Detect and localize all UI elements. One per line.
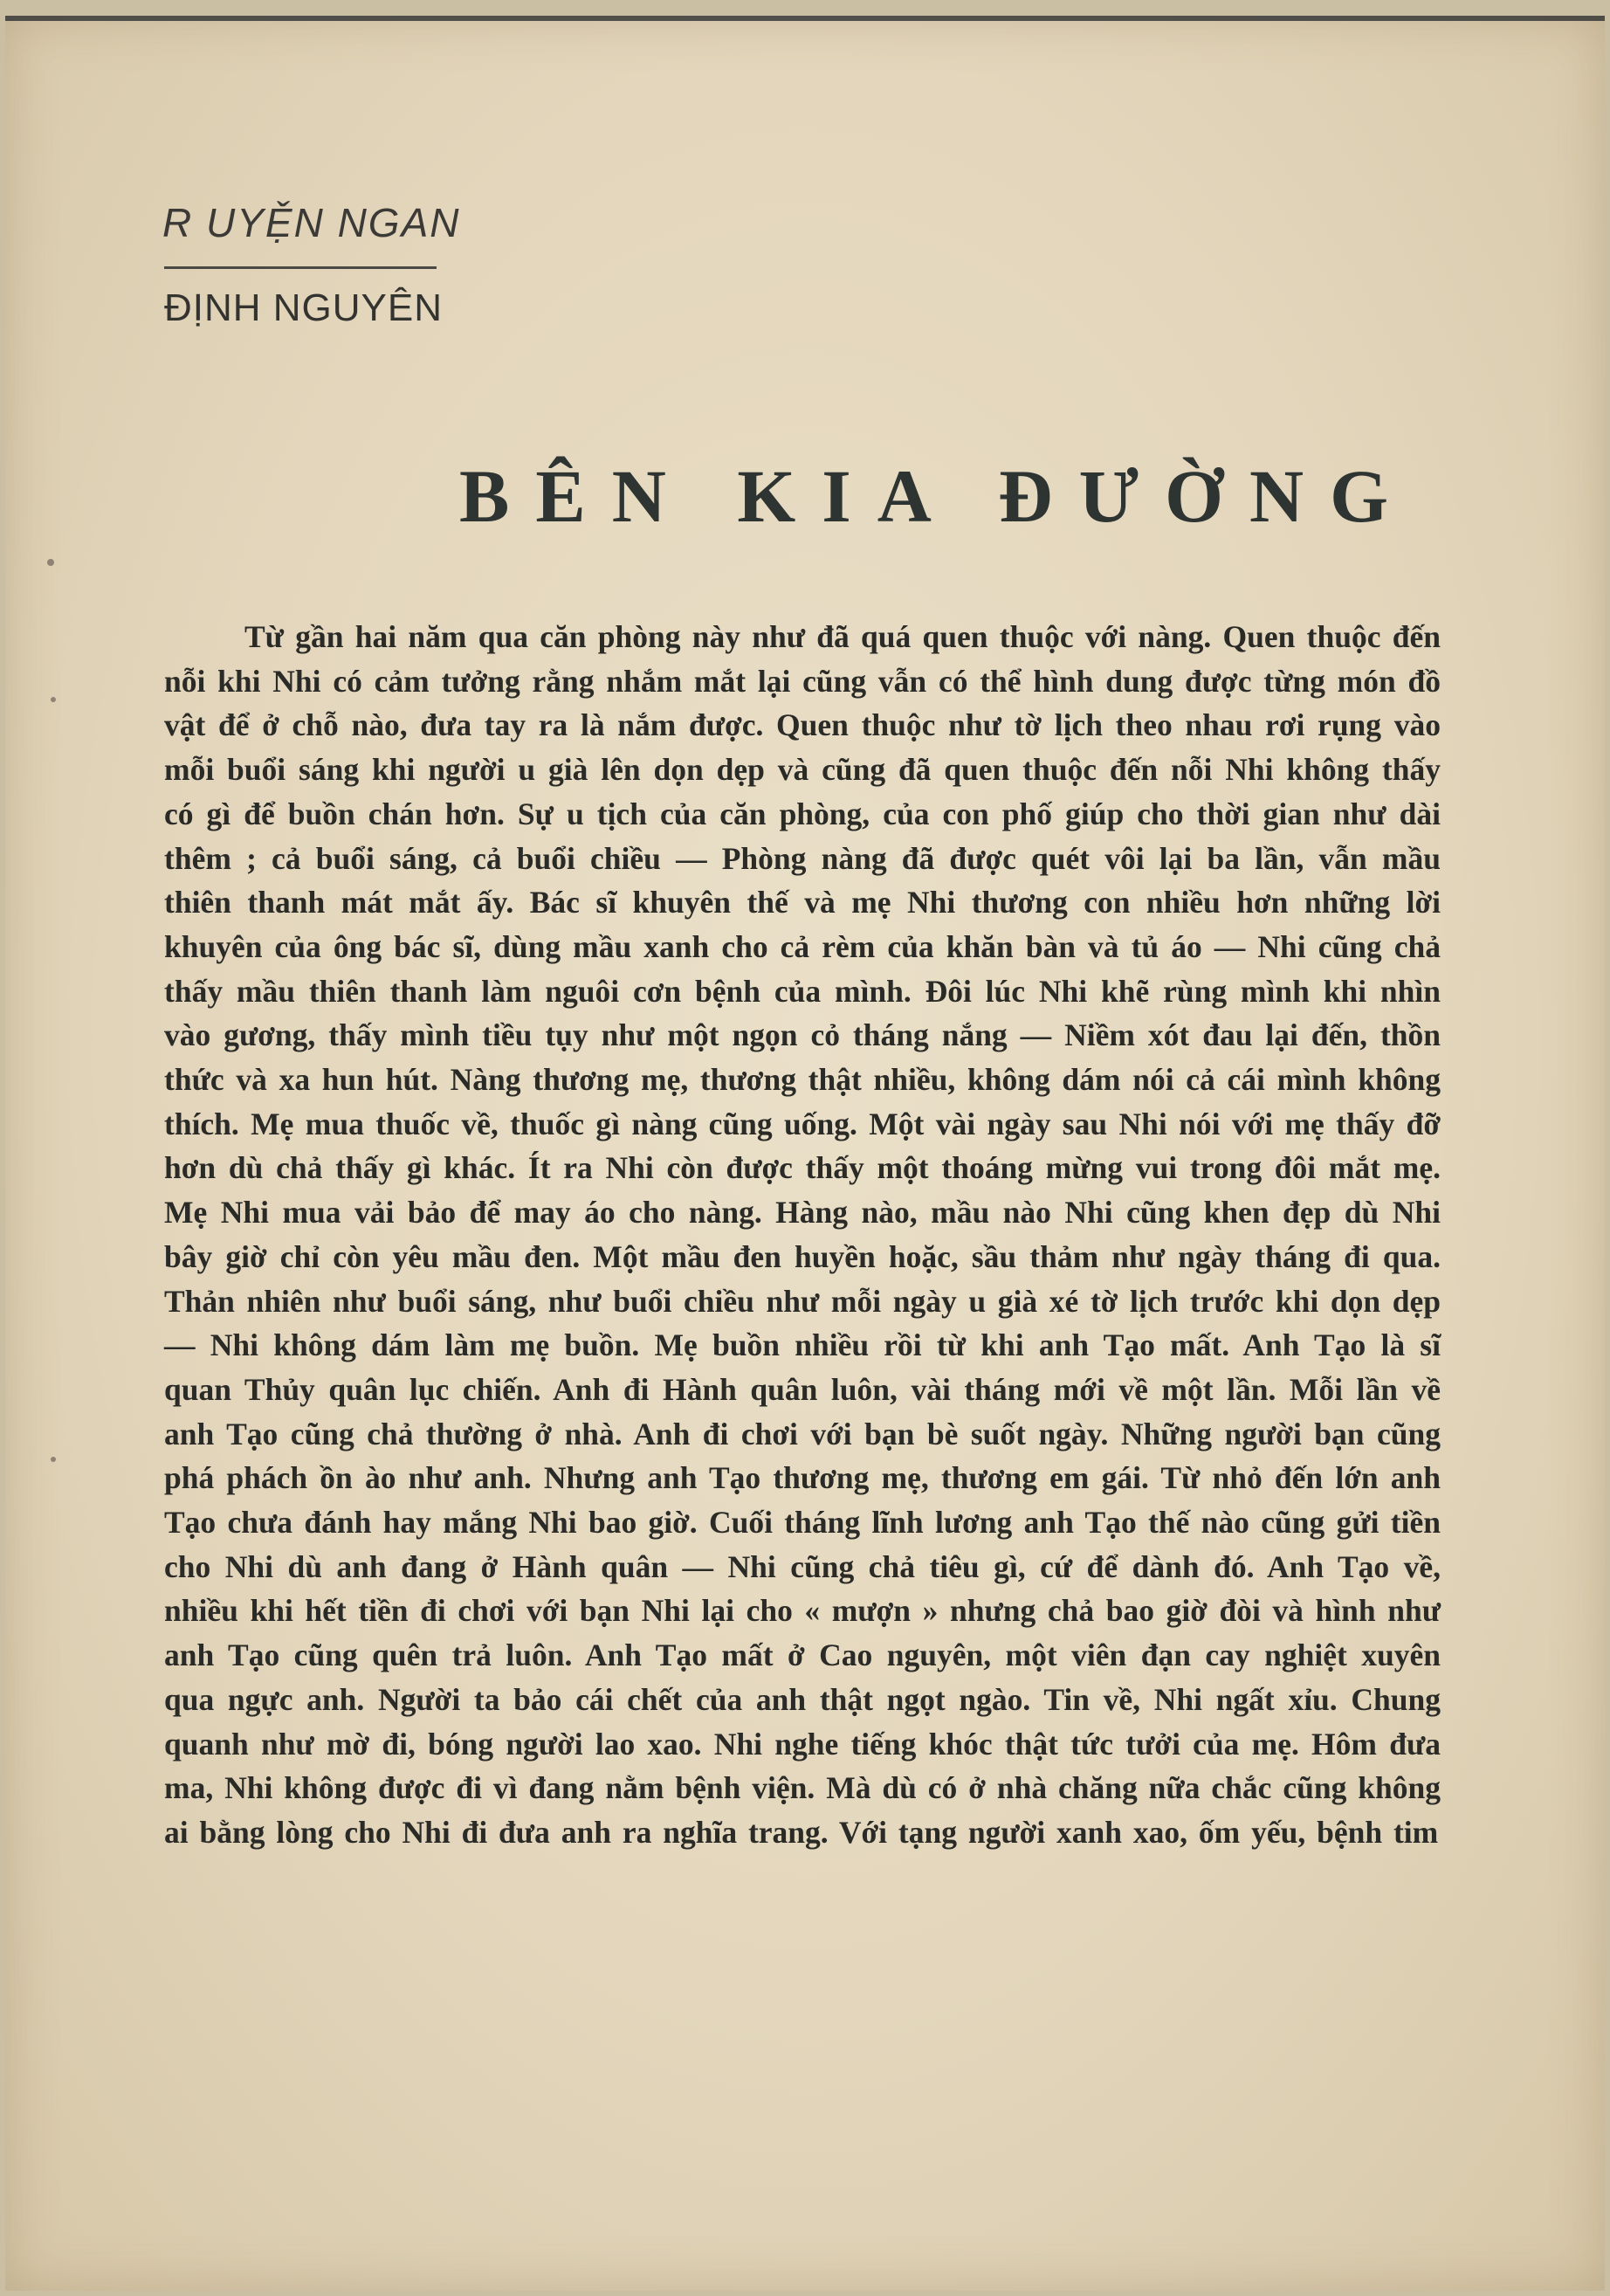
paper-speck [51,697,56,702]
magazine-page [5,16,1605,2291]
paper-speck [47,559,54,566]
author-name: ĐỊNH NGUYÊN [164,286,444,329]
section-label: R UYỆN NGAN [162,200,461,245]
page-top-edge [5,16,1605,21]
story-body: Từ gần hai năm qua căn phòng này như đã quá quen thuộc với nàng. Quen thuộc đến nỗi khi Nhi có cảm tưởng rằng nhắm mắt lại cũng vẫn có thể hình dung được từng món đồ vật để ở chỗ nào, đưa tay ra là nắm được. Quen thuộc như tờ lịch theo nhau rơi rụng vào mỗi buổi sáng khi người u già lên dọn dẹp và cũng đã quen thuộc đến nỗi Nhi không thấy có gì để buồn chán hơn. Sự u tịch của căn phòng, của con phố giúp cho thời gian như dài thêm ; cả buổi sáng, cả buổi chiều — Phòng nàng đã được quét vôi lại ba lần, vẫn mầu thiên thanh mát mắt ấy. Bác sĩ khuyên thế và mẹ Nhi thương con nhiều hơn những lời khuyên của ông bác sĩ, dùng mầu xanh cho cả rèm của khăn bàn và tủ áo — Nhi cũng chả thấy mầu thiên thanh làm nguôi cơn bệnh của mình. Đôi lúc Nhi khẽ rùng mình khi nhìn vào gương, thấy mình tiều tụy như một ngọn cỏ tháng nắng — Niềm xót đau lại đến, thồn thức và xa hun hút. Nàng thương mẹ, thương thật nhiều, không dám nói cả cái mình không thích. Mẹ mua thuốc về, thuốc gì nàng cũng uống. Một vài ngày sau Nhi nói với mẹ thấy đỡ hơn dù chả thấy gì khác. Ít ra Nhi còn được thấy một thoáng mừng vui trong đôi mắt mẹ. Mẹ Nhi mua vải bảo để may áo cho nàng. Hàng nào, mầu nào Nhi cũng khen đẹp dù Nhi bây giờ chỉ còn yêu mầu đen. Một mầu đen huyền hoặc, sầu thảm như ngày tháng đi qua. Thản nhiên như buổi sáng, như buổi chiều như mỗi ngày u già xé tờ lịch trước khi dọn dẹp — Nhi không dám làm mẹ buồn. Mẹ buồn nhiều rồi từ khi anh Tạo mất. Anh Tạo là sĩ quan Thủy quân lục chiến. Anh đi Hành quân luôn, vài tháng mới về một lần. Mỗi lần về anh Tạo cũng chả thường ở nhà. Anh đi chơi với bạn bè suốt ngày. Những người bạn cũng phá phách ồn ào như anh. Nhưng anh Tạo thương mẹ, thương em gái. Từ nhỏ đến lớn anh Tạo chưa đánh hay mắng Nhi bao giờ. Cuối tháng lĩnh lương anh Tạo thế nào cũng gửi tiền cho Nhi dù anh đang ở Hành quân — Nhi cũng chả tiêu gì, cứ để dành đó. Anh Tạo về, nhiều khi hết tiền đi chơi với bạn Nhi lại cho « mượn » nhưng chả bao giờ đòi và hình như anh Tạo cũng quên trả luôn. Anh Tạo mất ở Cao nguyên, một viên đạn cay nghiệt xuyên qua ngực anh. Người ta bảo cái chết của anh thật ngọt ngào. Tin về, Nhi ngất xỉu. Chung quanh như mờ đi, bóng người lao xao. Nhi nghe tiếng khóc thật tức tưởi của mẹ. Hôm đưa ma, Nhi không được đi vì đang nằm bệnh viện. Mà dù có ở nhà chăng nữa chắc cũng không ai bằng lòng cho Nhi đi đưa anh ra nghĩa trang. Với tạng người xanh xao, ốm yếu, bệnh tim [164,619,1441,1850]
paper-speck [51,1457,56,1462]
story-title: BÊN KIA ĐƯỜNG [459,454,1414,538]
section-divider [164,266,437,269]
